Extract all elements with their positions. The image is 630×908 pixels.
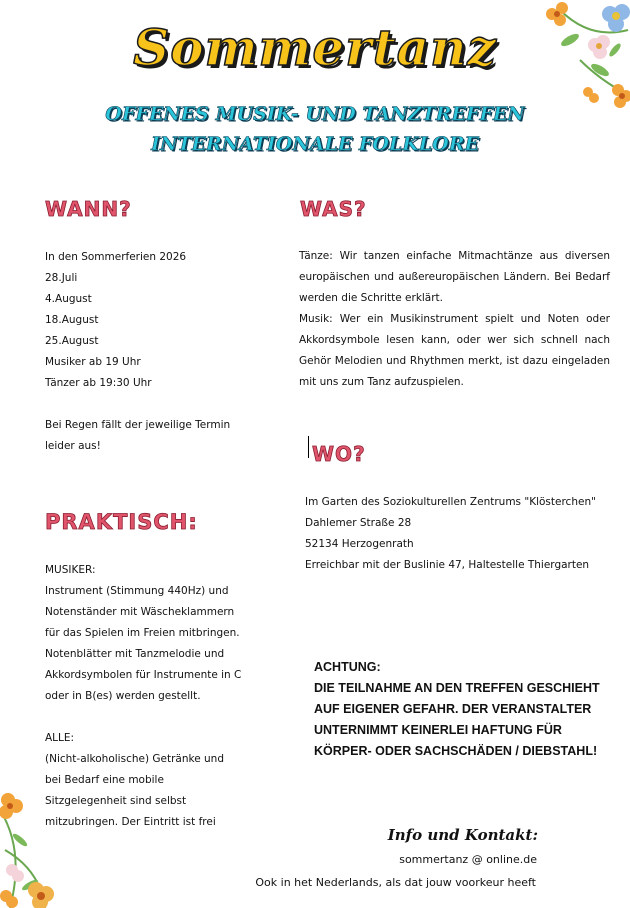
wo-line: 52134 Herzogenrath: [305, 538, 414, 550]
musiker-line: Instrument (Stimmung 440Hz) und: [45, 585, 229, 597]
wann-section: [45, 247, 275, 457]
wann-line: 25.August: [45, 335, 99, 347]
musiker-line: Akkordsymbolen für Instrumente in C: [45, 669, 242, 681]
wann-line: 4.August: [45, 293, 92, 305]
musiker-label: MUSIKER:: [45, 564, 96, 576]
praktisch-section: [45, 560, 285, 833]
musiker-line: Notenblätter mit Tanzmelodie und: [45, 648, 225, 660]
rain-note-line: leider aus!: [45, 440, 101, 452]
contact-dutch-note: Ook in het Nederlands, als dat jouw voorkeur heeft: [255, 876, 536, 889]
rain-note-line: Bei Regen fällt der jeweilige Termin: [45, 419, 231, 431]
contact-email[interactable]: sommertanz @ online.de: [399, 853, 537, 866]
subtitle-line-2: INTERNATIONALE FOLKLORE: [151, 133, 479, 155]
achtung-line: UNTERNIMMT KEINERLEI HAFTUNG FÜR: [314, 723, 562, 737]
musiker-line: oder in B(es) werden gestellt.: [45, 690, 201, 702]
alle-line: (Nicht-alkoholische) Getränke und: [45, 753, 224, 765]
achtung-line: ACHTUNG:: [314, 660, 381, 674]
wo-heading: WO?: [312, 442, 366, 466]
wo-line: Erreichbar mit der Buslinie 47, Haltestelle Thiergarten: [305, 559, 590, 571]
praktisch-heading: PRAKTISCH:: [45, 510, 198, 534]
text-cursor: [308, 436, 309, 458]
was-heading: WAS?: [300, 197, 367, 221]
wann-line: Tänzer ab 19:30 Uhr: [45, 377, 152, 389]
wann-line: In den Sommerferien 2026: [45, 251, 187, 263]
musiker-line: für das Spielen im Freien mitbringen.: [45, 627, 240, 639]
page-title: Sommertanz: [133, 18, 497, 77]
wann-line: 18.August: [45, 314, 99, 326]
wann-line: Musiker ab 19 Uhr: [45, 356, 141, 368]
achtung-line: KÖRPER- ODER SACHSCHÄDEN / DIEBSTAHL!: [314, 744, 598, 758]
alle-label: ALLE:: [45, 732, 75, 744]
subtitle-line-1: OFFENES MUSIK- UND TANZTREFFEN: [105, 103, 525, 125]
wann-heading: WANN?: [45, 197, 132, 221]
wo-line: Im Garten des Soziokulturellen Zentrums "Klösterchen": [305, 496, 596, 508]
achtung-section: [314, 657, 614, 762]
alle-line: mitzubringen. Der Eintritt ist frei: [45, 816, 216, 828]
contact-heading: Info und Kontakt:: [387, 826, 538, 844]
alle-line: Sitzgelegenheit sind selbst: [45, 795, 187, 807]
musiker-line: Notenständer mit Wäscheklammern: [45, 606, 235, 618]
alle-line: bei Bedarf eine mobile: [45, 774, 164, 786]
was-section: [299, 246, 610, 393]
wann-line: 28.Juli: [45, 272, 78, 284]
was-musik-text: Musik: Wer ein Musikinstrument spielt und Noten oder Akkordsymbole lesen kann, oder wer sich schnell nach Gehör Melodien und Rhythmen merkt, ist dazu eingeladen mit uns zum Tanz aufzuspielen.: [299, 313, 610, 388]
wo-section: [305, 492, 625, 576]
achtung-line: DIE TEILNAHME AN DEN TREFFEN GESCHIEHT: [314, 681, 600, 695]
was-tanze-text: Tänze: Wir tanzen einfache Mitmachtänze aus diversen europäischen und außereuropäischen Ländern. Bei Bedarf werden die Schritte erklärt.: [299, 250, 610, 304]
achtung-line: AUF EIGENER GEFAHR. DER VERANSTALTER: [314, 702, 592, 716]
wo-line: Dahlemer Straße 28: [305, 517, 412, 529]
